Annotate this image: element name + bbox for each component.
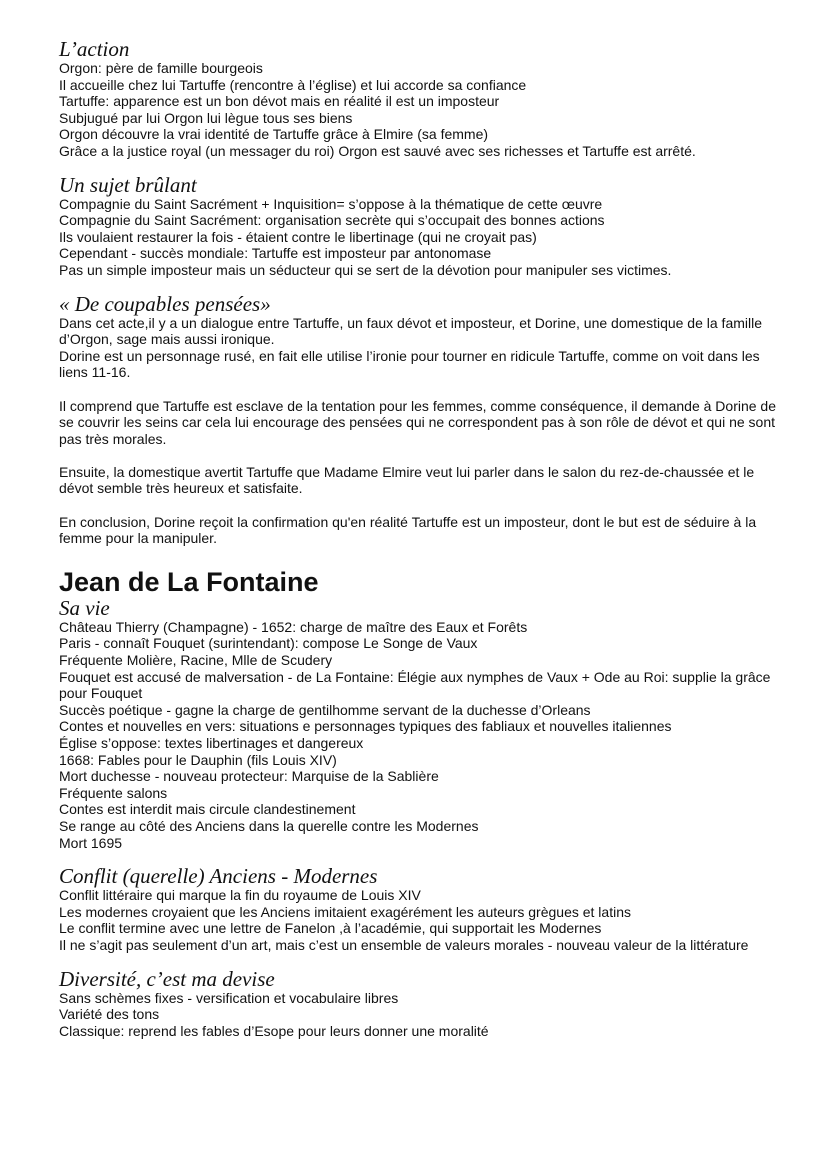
text-line: Orgon: père de famille bourgeois <box>59 60 263 76</box>
text-line: 1668: Fables pour le Dauphin (fils Louis XIV) <box>59 751 337 768</box>
text-line: Compagnie du Saint Sacrément: organisation secrète qui s’occupait des bonnes actions <box>59 212 605 229</box>
text-line: Il ne s’agit pas seulement d’un art, mais c’est un ensemble de valeurs morales - nouveau valeur de la littérature <box>59 936 749 953</box>
paragraph: En conclusion, Dorine reçoit la confirmation qu'en réalité Tartuffe est un imposteur, dont le but est de séduire à la femme pour la manipuler. <box>59 513 757 547</box>
text-line: Fréquente Molière, Racine, Mlle de Scudery <box>59 652 333 669</box>
text-line: Tartuffe: apparence est un bon dévot mais en réalité il est un imposteur <box>59 93 500 110</box>
text-line: Mort 1695 <box>59 834 123 851</box>
text-line: Conflit littéraire qui marque la fin du royaume de Louis XIV <box>59 887 421 904</box>
text-line: Classique: reprend les fables d’Esope pour leurs donner une moralité <box>59 1022 489 1039</box>
text-line: Se range au côté des Anciens dans la querelle contre les Modernes <box>59 817 479 834</box>
section-title: Un sujet brûlant <box>59 172 197 197</box>
section-title: L’action <box>59 37 130 61</box>
section-title: Diversité, c’est ma devise <box>59 966 275 991</box>
paragraph: Dans cet acte,il y a un dialogue entre Tartuffe, un faux dévot et imposteur, et Dorine, une domestique de la famille d’Orgon, sage mais aussi ironique. Dorine est un personnage rusé, en fait elle utilise l’ironie pour tourner en ridicule Tartuffe, comme on voit dans les liens 11-16. <box>59 314 763 381</box>
paragraph: Ensuite, la domestique avertit Tartuffe que Madame Elmire veut lui parler dans le salon du rez-de-chaussée et le dévot semble très heureux et satisfaite. <box>59 463 755 497</box>
text-line: Pas un simple imposteur mais un séducteur qui se sert de la dévotion pour manipuler ses victimes. <box>59 261 672 278</box>
paragraph: Il comprend que Tartuffe est esclave de la tentation pour les femmes, comme conséquence, il demande à Dorine de se couvrir les seins car cela lui encourage des pensées qui ne correspondent pas à son rôle de dévot et qui ne sont pas très morales. <box>59 397 777 447</box>
section-coupables-pensees <box>59 293 777 547</box>
document-page <box>59 38 777 1039</box>
main-heading: Jean de La Fontaine <box>59 566 319 597</box>
text-line: Compagnie du Saint Sacrément + Inquisition= s’oppose à la thématique de cette œuvre <box>59 195 603 212</box>
text-line: Variété des tons <box>59 1006 160 1023</box>
text-line: Le conflit termine avec une lettre de Fanelon ,à l’académie, qui supportait les Modernes <box>59 920 602 937</box>
text-line: Subjugué par lui Orgon lui lègue tous ses biens <box>59 109 353 126</box>
text-line: Mort duchesse - nouveau protecteur: Marquise de la Sablière <box>59 768 439 785</box>
text-line: Fréquente salons <box>59 784 168 801</box>
section-action <box>59 38 777 160</box>
section-sujet-brulant <box>59 174 777 279</box>
section-title: Sa vie <box>59 595 110 620</box>
text-line: Succès poétique - gagne la charge de gentilhomme servant de la duchesse d’Orleans <box>59 701 591 718</box>
text-line: Sans schèmes fixes - versification et vocabulaire libres <box>59 989 399 1006</box>
section-title: « De coupables pensées» <box>59 291 271 316</box>
text-line: Ils voulaient restaurer la fois - étaient contre le libertinage (qui ne croyait pas) <box>59 228 537 245</box>
text-line: Contes est interdit mais circule clandestinement <box>59 801 356 818</box>
text-line: Contes et nouvelles en vers: situations e personnages typiques des fabliaux et nouvelles italiennes <box>59 718 672 735</box>
text-line: Cependant - succès mondiale: Tartuffe est imposteur par antonomase <box>59 245 492 262</box>
section-conflit <box>59 865 777 953</box>
text-line: Les modernes croyaient que les Anciens imitaient exagérément les auteurs grègues et latins <box>59 903 631 920</box>
text-line: Église s’oppose: textes libertinages et dangereux <box>59 735 364 751</box>
text-line: Paris - connaît Fouquet (surintendant): compose Le Songe de Vaux <box>59 635 478 652</box>
text-line: Fouquet est accusé de malversation - de La Fontaine: Élégie aux nymphes de Vaux + Ode au Roi: supplie la grâce pour Fouquet <box>59 668 771 702</box>
text-line: Il accueille chez lui Tartuffe (rencontre à l’église) et lui accorde sa confiance <box>59 76 527 93</box>
section-title: Conflit (querelle) Anciens - Modernes <box>59 864 378 889</box>
text-line: Château Thierry (Champagne) - 1652: charge de maître des Eaux et Forêts <box>59 618 528 635</box>
paragraph-group <box>59 315 777 547</box>
text-line: Orgon découvre la vrai identité de Tartuffe grâce à Elmire (sa femme) <box>59 126 489 143</box>
section-sa-vie <box>59 597 777 851</box>
section-diversite <box>59 968 777 1040</box>
text-line: Grâce a la justice royal (un messager du roi) Orgon est sauvé avec ses richesses et Tartuffe est arrêté. <box>59 142 696 159</box>
